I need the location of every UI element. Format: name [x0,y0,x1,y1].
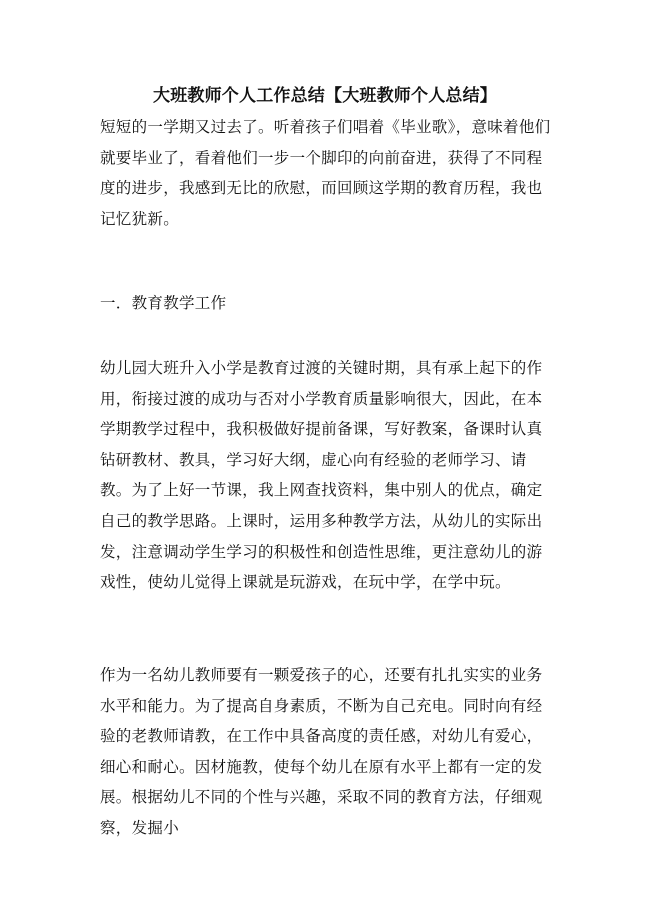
section-heading: 一．教育教学工作 [100,294,227,312]
intro-paragraph: 短短的一学期又过去了。听着孩子们唱着《毕业歌》，意味着他们就要毕业了，看着他们一步一个脚印的向前奋进，获得了不同程度的进步，我感到无比的欣慰，而回顾这学期的教育历程，我也记忆犹新。 [100,118,551,228]
body-paragraph: 作为一名幼儿教师要有一颗爱孩子的心，还要有扎扎实实的业务水平和能力。为了提高自身素质，不断为自己充电。同时向有经验的老教师请教，在工作中具备高度的责任感，对幼儿有爱心，细心和耐心。因材施教，使每个幼儿在原有水平上都有一定的发展。根据幼儿不同的个性与兴趣，采取不同的教育方法，仔细观察，发掘小 [100,666,543,837]
body-paragraph: 幼儿园大班升入小学是教育过渡的关键时期，具有承上起下的作用，衔接过渡的成功与否对小学教育质量影响很大，因此，在本学期教学过程中，我积极做好提前备课，写好教案，备课时认真钻研教材、教具，学习好大纲，虚心向有经验的老师学习、请教。为了上好一节课，我上网查找资料，集中别人的优点，确定自己的教学思路。上课时，运用多种教学方法，从幼儿的实际出发，注意调动学生学习的积极性和创造性思维，更注意幼儿的游戏性，使幼儿觉得上课就是玩游戏，在玩中学，在学中玩。 [100,359,543,592]
document-title: 大班教师个人工作总结【大班教师个人总结】 [153,86,497,106]
